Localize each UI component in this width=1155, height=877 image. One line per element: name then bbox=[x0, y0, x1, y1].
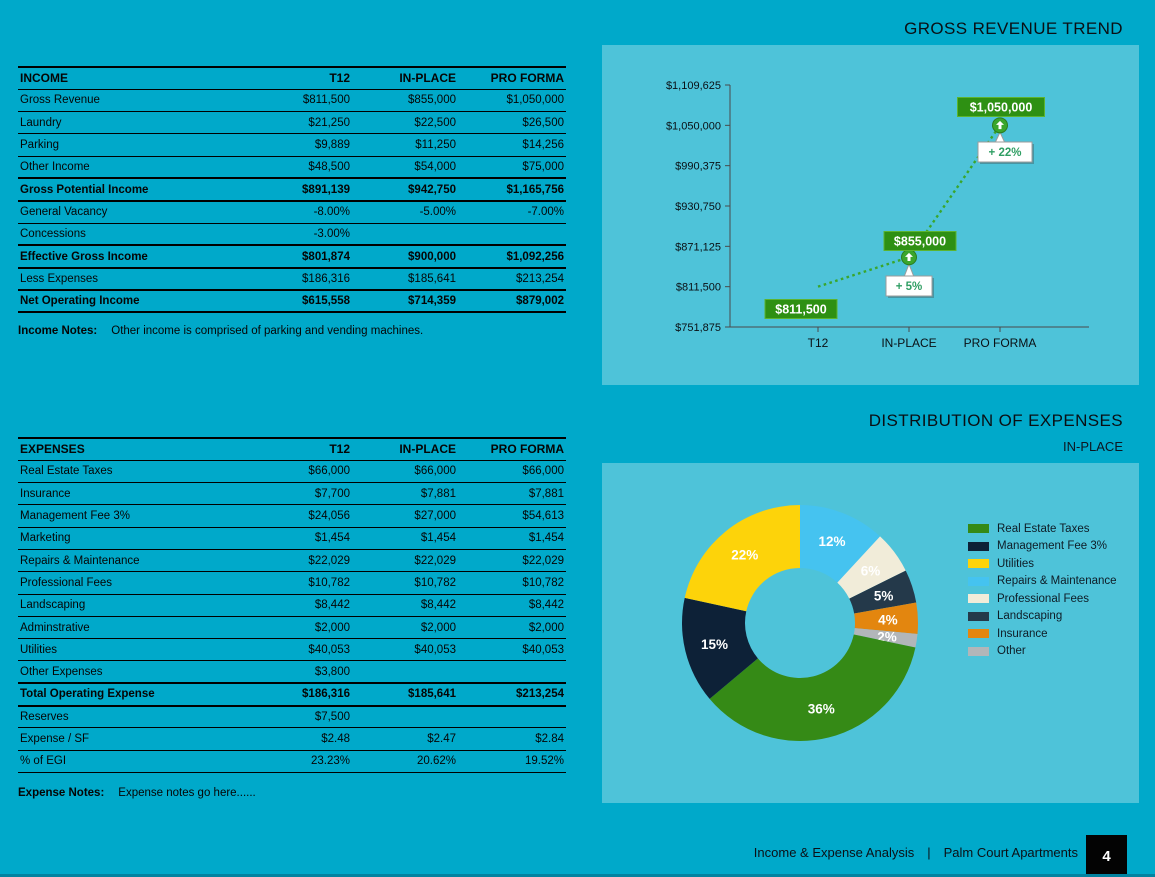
table-cell: $615,558 bbox=[244, 290, 352, 312]
table-row bbox=[18, 683, 566, 705]
table-cell: Gross Potential Income bbox=[18, 178, 244, 200]
table-cell: $26,500 bbox=[458, 112, 566, 134]
table-cell: Management Fee 3% bbox=[18, 505, 244, 527]
expense-chart-title: DISTRIBUTION OF EXPENSES bbox=[868, 411, 1123, 430]
table-cell: $1,092,256 bbox=[458, 245, 566, 267]
legend-item bbox=[968, 608, 1117, 626]
table-cell: $8,442 bbox=[458, 594, 566, 616]
table-cell: $8,442 bbox=[244, 594, 352, 616]
table-cell: $21,250 bbox=[244, 112, 352, 134]
table-cell: $186,316 bbox=[244, 683, 352, 705]
revenue-chart-title: GROSS REVENUE TREND bbox=[904, 19, 1123, 38]
donut-legend bbox=[968, 520, 1117, 660]
table-cell: Other Expenses bbox=[18, 661, 244, 683]
table-cell: $855,000 bbox=[352, 89, 458, 111]
table-cell: $213,254 bbox=[458, 683, 566, 705]
callout-tail bbox=[904, 264, 914, 277]
column-header: T12 bbox=[244, 67, 352, 89]
column-header: PRO FORMA bbox=[458, 438, 566, 460]
table-cell: $22,500 bbox=[352, 112, 458, 134]
table-row bbox=[18, 706, 566, 728]
table-cell: $8,442 bbox=[352, 594, 458, 616]
table-cell: Reserves bbox=[18, 706, 244, 728]
table-cell: Utilities bbox=[18, 639, 244, 661]
callout-tail bbox=[995, 132, 1005, 143]
expense-chart-subtitle: IN-PLACE bbox=[1063, 439, 1123, 454]
income-table bbox=[18, 66, 566, 313]
table-cell: $879,002 bbox=[458, 290, 566, 312]
table-cell: $40,053 bbox=[352, 639, 458, 661]
revenue-line-chart bbox=[602, 45, 1139, 385]
table-cell: Total Operating Expense bbox=[18, 683, 244, 705]
table-cell: 20.62% bbox=[352, 750, 458, 772]
table-cell: $10,782 bbox=[458, 572, 566, 594]
table-cell: $801,874 bbox=[244, 245, 352, 267]
legend-item bbox=[968, 573, 1117, 591]
table-row bbox=[18, 639, 566, 661]
legend-swatch bbox=[968, 594, 989, 603]
table-cell bbox=[352, 661, 458, 683]
table-cell: $54,000 bbox=[352, 156, 458, 178]
table-cell: $891,139 bbox=[244, 178, 352, 200]
legend-label: Repairs & Maintenance bbox=[997, 575, 1117, 588]
expenses-table bbox=[18, 437, 566, 773]
y-tick-label: $1,109,625 bbox=[665, 80, 721, 92]
table-cell: $14,256 bbox=[458, 134, 566, 156]
table-cell: $1,050,000 bbox=[458, 89, 566, 111]
legend-swatch bbox=[968, 612, 989, 621]
expense-notes-text: Expense notes go here...... bbox=[118, 787, 256, 799]
table-cell: $1,454 bbox=[352, 527, 458, 549]
percent-change-label: + 22% bbox=[988, 147, 1022, 159]
table-cell: Landscaping bbox=[18, 594, 244, 616]
legend-label: Real Estate Taxes bbox=[997, 522, 1090, 535]
table-header-row bbox=[18, 438, 566, 460]
expenses-table-grid bbox=[18, 437, 566, 773]
table-cell: 19.52% bbox=[458, 750, 566, 772]
income-notes-label: Income Notes: bbox=[18, 325, 98, 337]
table-row bbox=[18, 661, 566, 683]
table-cell: Less Expenses bbox=[18, 268, 244, 290]
legend-item bbox=[968, 520, 1117, 538]
y-tick-label: $990,375 bbox=[675, 160, 721, 173]
table-row bbox=[18, 134, 566, 156]
table-cell: $185,641 bbox=[352, 683, 458, 705]
table-cell: Insurance bbox=[18, 483, 244, 505]
table-cell: $48,500 bbox=[244, 156, 352, 178]
table-cell: $942,750 bbox=[352, 178, 458, 200]
value-label: $811,500 bbox=[775, 302, 827, 317]
table-cell bbox=[352, 706, 458, 728]
table-cell: $11,250 bbox=[352, 134, 458, 156]
legend-label: Professional Fees bbox=[997, 592, 1090, 605]
y-tick-label: $1,050,000 bbox=[665, 120, 721, 133]
legend-label: Insurance bbox=[997, 627, 1048, 640]
table-cell: Adminstrative bbox=[18, 616, 244, 638]
table-cell: $811,500 bbox=[244, 89, 352, 111]
column-header: INCOME bbox=[18, 67, 244, 89]
table-cell: $27,000 bbox=[352, 505, 458, 527]
table-row bbox=[18, 549, 566, 571]
y-tick-label: $930,750 bbox=[675, 201, 721, 213]
income-notes bbox=[18, 325, 578, 337]
table-cell: $7,881 bbox=[352, 483, 458, 505]
table-cell: Net Operating Income bbox=[18, 290, 244, 312]
table-row bbox=[18, 201, 566, 223]
table-cell: Expense / SF bbox=[18, 728, 244, 750]
table-cell: $66,000 bbox=[352, 460, 458, 482]
table-cell: $10,782 bbox=[352, 572, 458, 594]
slice-percent-label: 5% bbox=[873, 588, 894, 604]
legend-item bbox=[968, 590, 1117, 608]
legend-item bbox=[968, 643, 1117, 661]
table-cell: $40,053 bbox=[244, 639, 352, 661]
table-cell: $22,029 bbox=[458, 549, 566, 571]
footer bbox=[754, 845, 1078, 860]
table-row bbox=[18, 156, 566, 178]
table-cell: $1,165,756 bbox=[458, 178, 566, 200]
table-cell: $1,454 bbox=[244, 527, 352, 549]
table-cell: -5.00% bbox=[352, 201, 458, 223]
table-cell: Laundry bbox=[18, 112, 244, 134]
legend-label: Landscaping bbox=[997, 610, 1063, 623]
y-tick-label: $871,125 bbox=[675, 241, 721, 254]
table-row bbox=[18, 505, 566, 527]
table-cell: 23.23% bbox=[244, 750, 352, 772]
legend-item bbox=[968, 538, 1117, 556]
table-row bbox=[18, 460, 566, 482]
table-cell bbox=[352, 223, 458, 245]
legend-swatch bbox=[968, 542, 989, 551]
slice-percent-label: 4% bbox=[878, 612, 898, 628]
table-cell: $7,881 bbox=[458, 483, 566, 505]
page-number-badge: 4 bbox=[1086, 835, 1127, 877]
legend-item bbox=[968, 555, 1117, 573]
revenue-chart-panel bbox=[602, 45, 1139, 385]
table-cell: Parking bbox=[18, 134, 244, 156]
percent-change-label: + 5% bbox=[895, 281, 923, 293]
slice-percent-label: 12% bbox=[818, 534, 846, 550]
legend-swatch bbox=[968, 524, 989, 533]
table-cell: $24,056 bbox=[244, 505, 352, 527]
table-cell: $2,000 bbox=[458, 616, 566, 638]
footer-property-name: Palm Court Apartments bbox=[943, 845, 1078, 860]
slice-percent-label: 6% bbox=[860, 563, 881, 579]
income-table-grid bbox=[18, 66, 566, 313]
table-cell: $2.84 bbox=[458, 728, 566, 750]
table-cell: $54,613 bbox=[458, 505, 566, 527]
table-cell: $75,000 bbox=[458, 156, 566, 178]
slice-percent-label: 22% bbox=[731, 547, 759, 563]
table-cell: $1,454 bbox=[458, 527, 566, 549]
table-cell: $7,700 bbox=[244, 483, 352, 505]
table-row bbox=[18, 572, 566, 594]
table-row bbox=[18, 178, 566, 200]
table-cell: General Vacancy bbox=[18, 201, 244, 223]
table-row bbox=[18, 112, 566, 134]
table-cell: Professional Fees bbox=[18, 572, 244, 594]
table-row bbox=[18, 89, 566, 111]
table-row bbox=[18, 290, 566, 312]
x-axis-label: T12 bbox=[807, 336, 829, 350]
table-cell: $2.47 bbox=[352, 728, 458, 750]
table-row bbox=[18, 268, 566, 290]
column-header: EXPENSES bbox=[18, 438, 244, 460]
column-header: PRO FORMA bbox=[458, 67, 566, 89]
table-cell: $22,029 bbox=[352, 549, 458, 571]
slice-percent-label: 36% bbox=[807, 701, 835, 717]
table-row bbox=[18, 616, 566, 638]
table-row bbox=[18, 483, 566, 505]
slice-percent-label: 15% bbox=[701, 637, 729, 653]
footer-report-title: Income & Expense Analysis bbox=[753, 845, 915, 860]
table-cell: % of EGI bbox=[18, 750, 244, 772]
table-cell: $900,000 bbox=[352, 245, 458, 267]
value-label: $855,000 bbox=[893, 234, 947, 249]
table-cell: $3,800 bbox=[244, 661, 352, 683]
table-cell: $9,889 bbox=[244, 134, 352, 156]
table-cell: $66,000 bbox=[244, 460, 352, 482]
table-cell: Marketing bbox=[18, 527, 244, 549]
table-cell: Real Estate Taxes bbox=[18, 460, 244, 482]
table-cell: $2,000 bbox=[352, 616, 458, 638]
table-cell: $2.48 bbox=[244, 728, 352, 750]
table-cell: $22,029 bbox=[244, 549, 352, 571]
table-row bbox=[18, 223, 566, 245]
y-tick-label: $811,500 bbox=[675, 281, 721, 294]
table-cell: Gross Revenue bbox=[18, 89, 244, 111]
table-cell: Effective Gross Income bbox=[18, 245, 244, 267]
legend-label: Management Fee 3% bbox=[997, 540, 1107, 553]
income-notes-text: Other income is comprised of parking and vending machines. bbox=[111, 325, 424, 337]
table-row bbox=[18, 728, 566, 750]
table-cell bbox=[458, 223, 566, 245]
table-cell: $186,316 bbox=[244, 268, 352, 290]
table-cell: $714,359 bbox=[352, 290, 458, 312]
table-row bbox=[18, 245, 566, 267]
table-row bbox=[18, 527, 566, 549]
legend-label: Utilities bbox=[997, 557, 1035, 570]
legend-swatch bbox=[968, 577, 989, 586]
footer-separator: | bbox=[927, 845, 931, 860]
table-cell: Repairs & Maintenance bbox=[18, 549, 244, 571]
table-cell: Concessions bbox=[18, 223, 244, 245]
table-row bbox=[18, 594, 566, 616]
legend-swatch bbox=[968, 559, 989, 568]
table-cell bbox=[458, 661, 566, 683]
y-tick-label: $751,875 bbox=[675, 322, 721, 334]
table-cell: -7.00% bbox=[458, 201, 566, 223]
table-cell bbox=[458, 706, 566, 728]
column-header: IN-PLACE bbox=[352, 438, 458, 460]
x-axis-label: IN-PLACE bbox=[881, 336, 937, 350]
legend-swatch bbox=[968, 647, 989, 656]
legend-label: Other bbox=[997, 645, 1026, 658]
table-cell: $66,000 bbox=[458, 460, 566, 482]
legend-swatch bbox=[968, 629, 989, 638]
value-label: $1,050,000 bbox=[969, 100, 1033, 115]
column-header: T12 bbox=[244, 438, 352, 460]
slice-percent-label: 2% bbox=[877, 629, 897, 645]
table-cell: Other Income bbox=[18, 156, 244, 178]
column-header: IN-PLACE bbox=[352, 67, 458, 89]
x-axis-label: PRO FORMA bbox=[963, 336, 1037, 350]
table-cell: $185,641 bbox=[352, 268, 458, 290]
expense-notes-label: Expense Notes: bbox=[18, 787, 105, 799]
expense-notes bbox=[18, 787, 578, 799]
table-cell: $2,000 bbox=[244, 616, 352, 638]
table-row bbox=[18, 750, 566, 772]
table-cell: $10,782 bbox=[244, 572, 352, 594]
table-cell: -3.00% bbox=[244, 223, 352, 245]
table-cell: -8.00% bbox=[244, 201, 352, 223]
table-cell: $7,500 bbox=[244, 706, 352, 728]
legend-item bbox=[968, 625, 1117, 643]
table-cell: $213,254 bbox=[458, 268, 566, 290]
expense-chart-panel bbox=[602, 463, 1139, 803]
table-header-row bbox=[18, 67, 566, 89]
table-cell: $40,053 bbox=[458, 639, 566, 661]
